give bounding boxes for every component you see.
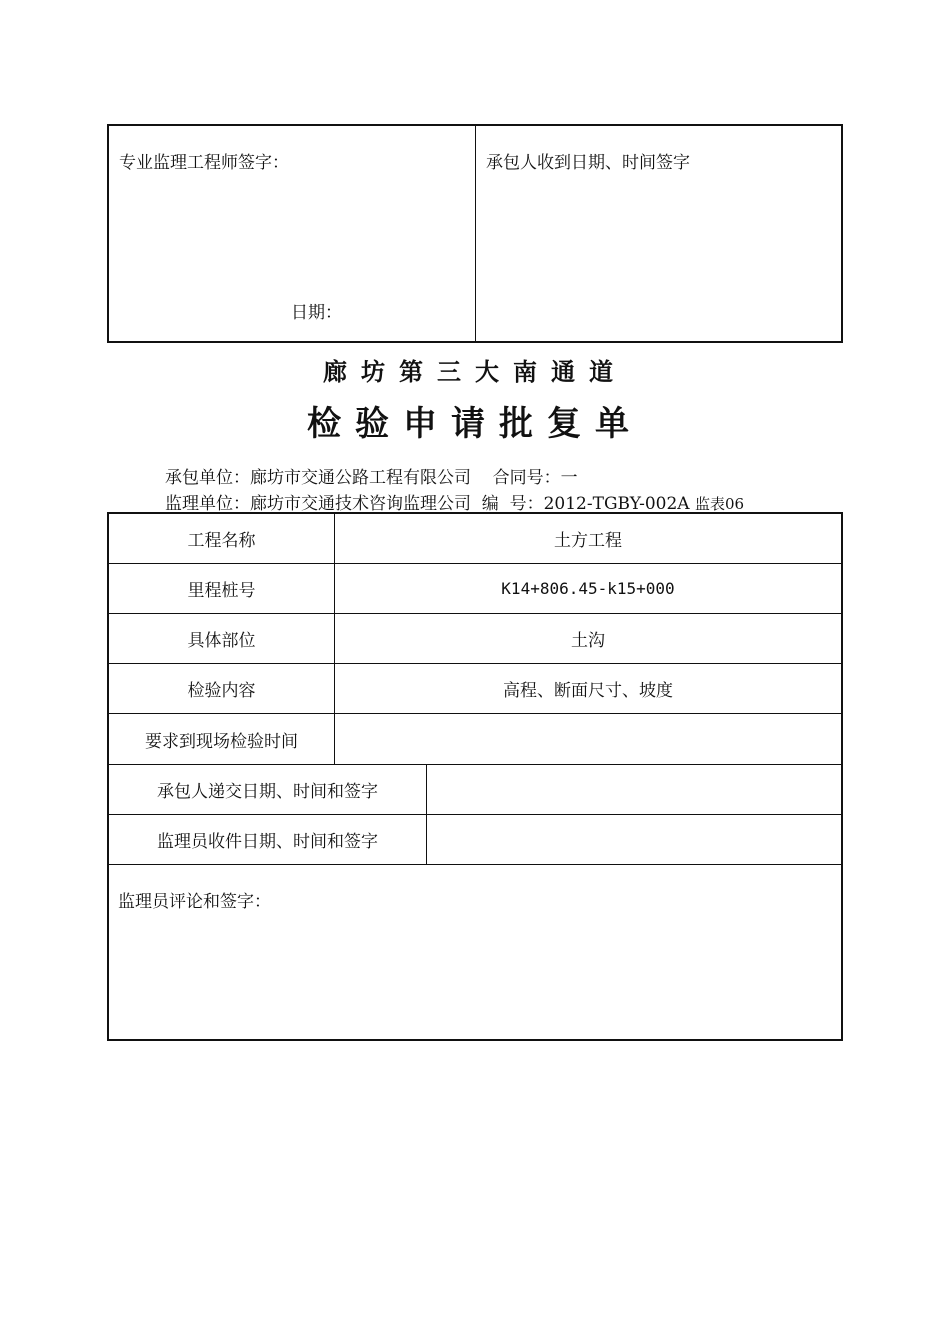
project-name-value: 土方工程	[554, 531, 622, 551]
station-value: K14+806.45-k15+000	[501, 579, 675, 598]
date-label: 日期：	[291, 303, 342, 323]
onsite-time-value	[335, 714, 841, 764]
inspection-table	[107, 512, 843, 1041]
inspection-content-label: 检验内容	[187, 681, 256, 701]
supervisor-text: 监理单位：廊坊市交通技术咨询监理公司 编 号：2012-TGBY-002A	[165, 494, 695, 514]
contractor-receipt-label: 承包人收到日期、时间签字	[486, 153, 690, 173]
form-title: 检验申请批复单	[307, 404, 643, 444]
location-value: 土沟	[571, 631, 605, 651]
onsite-time-label: 要求到现场检验时间	[145, 731, 298, 752]
signature-box-divider	[475, 126, 476, 341]
supervisor-line	[165, 489, 744, 514]
contractor-submit-label: 承包人递交日期、时间和签字	[157, 782, 378, 802]
contractor-line: 承包单位：廊坊市交通公路工程有限公司 合同号：一	[165, 468, 578, 488]
project-name: 廊坊第三大南通道	[323, 357, 627, 386]
form-code: 监表06	[694, 495, 745, 513]
engineer-signature-label: 专业监理工程师签字：	[119, 153, 289, 173]
location-label: 具体部位	[187, 631, 256, 651]
supervisor-receipt-value	[427, 815, 841, 864]
comment-area	[109, 865, 841, 1039]
station-label: 里程桩号	[187, 581, 256, 601]
inspection-content-value: 高程、断面尺寸、坡度	[503, 681, 673, 701]
project-name-label: 工程名称	[187, 531, 256, 551]
comment-label: 监理员评论和签字：	[118, 892, 271, 912]
supervisor-receipt-label: 监理员收件日期、时间和签字	[157, 832, 378, 852]
contractor-submit-value	[427, 765, 841, 814]
signature-box	[107, 124, 843, 343]
